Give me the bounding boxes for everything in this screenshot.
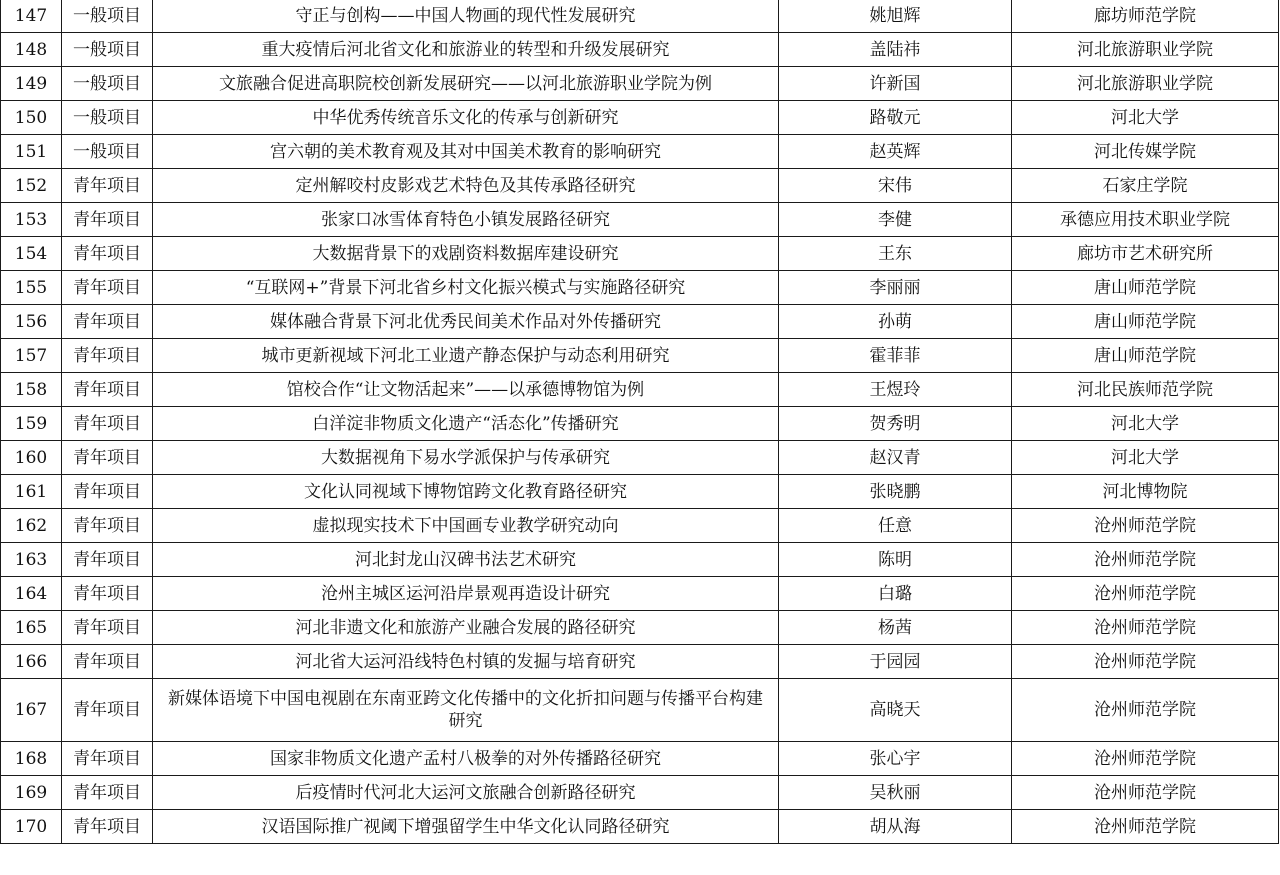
project-type-cell: 青年项目: [62, 611, 153, 645]
project-leader-cell: 白璐: [779, 577, 1012, 611]
project-title-cell: 河北封龙山汉碑书法艺术研究: [153, 543, 779, 577]
organization-cell: 河北旅游职业学院: [1012, 33, 1279, 67]
table-row: [1, 475, 1279, 509]
project-type-cell: 一般项目: [62, 0, 153, 33]
table-row: [1, 577, 1279, 611]
row-number-cell: 155: [1, 271, 62, 305]
project-title-cell: 大数据视角下易水学派保护与传承研究: [153, 441, 779, 475]
project-leader-cell: 于园园: [779, 645, 1012, 679]
organization-cell: 河北民族师范学院: [1012, 373, 1279, 407]
project-title-cell: 定州解咬村皮影戏艺术特色及其传承路径研究: [153, 169, 779, 203]
organization-cell: 唐山师范学院: [1012, 305, 1279, 339]
project-leader-cell: 张心宇: [779, 742, 1012, 776]
organization-cell: 河北大学: [1012, 441, 1279, 475]
project-title-cell: 守正与创构——中国人物画的现代性发展研究: [153, 0, 779, 33]
project-leader-cell: 宋伟: [779, 169, 1012, 203]
row-number-cell: 169: [1, 776, 62, 810]
table-row: [1, 169, 1279, 203]
project-type-cell: 青年项目: [62, 645, 153, 679]
row-number-cell: 165: [1, 611, 62, 645]
project-title-cell: 文化认同视域下博物馆跨文化教育路径研究: [153, 475, 779, 509]
project-title-cell: 大数据背景下的戏剧资料数据库建设研究: [153, 237, 779, 271]
project-leader-cell: 张晓鹏: [779, 475, 1012, 509]
project-title-cell: “互联网+”背景下河北省乡村文化振兴模式与实施路径研究: [153, 271, 779, 305]
organization-cell: 河北传媒学院: [1012, 135, 1279, 169]
project-title-cell: 馆校合作“让文物活起来”——以承德博物馆为例: [153, 373, 779, 407]
project-type-cell: 青年项目: [62, 373, 153, 407]
project-type-cell: 青年项目: [62, 742, 153, 776]
project-type-cell: 青年项目: [62, 271, 153, 305]
project-type-cell: 青年项目: [62, 305, 153, 339]
project-type-cell: 一般项目: [62, 33, 153, 67]
organization-cell: 河北大学: [1012, 101, 1279, 135]
row-number-cell: 163: [1, 543, 62, 577]
table-row: [1, 271, 1279, 305]
organization-cell: 廊坊师范学院: [1012, 0, 1279, 33]
project-list-body: [1, 0, 1279, 844]
row-number-cell: 154: [1, 237, 62, 271]
project-title-cell: 张家口冰雪体育特色小镇发展路径研究: [153, 203, 779, 237]
table-row: [1, 810, 1279, 844]
table-row: [1, 441, 1279, 475]
project-leader-cell: 许新国: [779, 67, 1012, 101]
row-number-cell: 158: [1, 373, 62, 407]
organization-cell: 河北大学: [1012, 407, 1279, 441]
project-title-cell: 河北非遗文化和旅游产业融合发展的路径研究: [153, 611, 779, 645]
row-number-cell: 150: [1, 101, 62, 135]
row-number-cell: 170: [1, 810, 62, 844]
project-type-cell: 一般项目: [62, 101, 153, 135]
project-title-cell: 中华优秀传统音乐文化的传承与创新研究: [153, 101, 779, 135]
row-number-cell: 166: [1, 645, 62, 679]
project-type-cell: 青年项目: [62, 169, 153, 203]
project-leader-cell: 胡从海: [779, 810, 1012, 844]
project-type-cell: 青年项目: [62, 810, 153, 844]
table-row: [1, 679, 1279, 742]
organization-cell: 沧州师范学院: [1012, 611, 1279, 645]
table-row: [1, 67, 1279, 101]
organization-cell: 沧州师范学院: [1012, 776, 1279, 810]
project-type-cell: 青年项目: [62, 339, 153, 373]
table-row: [1, 509, 1279, 543]
row-number-cell: 147: [1, 0, 62, 33]
project-leader-cell: 李健: [779, 203, 1012, 237]
row-number-cell: 168: [1, 742, 62, 776]
row-number-cell: 162: [1, 509, 62, 543]
organization-cell: 河北旅游职业学院: [1012, 67, 1279, 101]
project-leader-cell: 赵汉青: [779, 441, 1012, 475]
organization-cell: 沧州师范学院: [1012, 543, 1279, 577]
project-type-cell: 一般项目: [62, 67, 153, 101]
row-number-cell: 148: [1, 33, 62, 67]
organization-cell: 唐山师范学院: [1012, 271, 1279, 305]
organization-cell: 沧州师范学院: [1012, 509, 1279, 543]
row-number-cell: 156: [1, 305, 62, 339]
project-leader-cell: 吴秋丽: [779, 776, 1012, 810]
table-row: [1, 203, 1279, 237]
organization-cell: 沧州师范学院: [1012, 679, 1279, 742]
table-row: [1, 135, 1279, 169]
table-row: [1, 0, 1279, 33]
project-title-cell: 沧州主城区运河沿岸景观再造设计研究: [153, 577, 779, 611]
project-type-cell: 青年项目: [62, 203, 153, 237]
project-type-cell: 青年项目: [62, 577, 153, 611]
project-leader-cell: 霍菲菲: [779, 339, 1012, 373]
row-number-cell: 167: [1, 679, 62, 742]
project-leader-cell: 盖陆祎: [779, 33, 1012, 67]
project-leader-cell: 王煜玲: [779, 373, 1012, 407]
table-row: [1, 101, 1279, 135]
project-leader-cell: 孙萌: [779, 305, 1012, 339]
row-number-cell: 164: [1, 577, 62, 611]
project-title-cell: 河北省大运河沿线特色村镇的发掘与培育研究: [153, 645, 779, 679]
project-leader-cell: 姚旭辉: [779, 0, 1012, 33]
project-title-cell: 文旅融合促进高职院校创新发展研究——以河北旅游职业学院为例: [153, 67, 779, 101]
project-leader-cell: 任意: [779, 509, 1012, 543]
project-type-cell: 青年项目: [62, 237, 153, 271]
project-leader-cell: 陈明: [779, 543, 1012, 577]
project-type-cell: 青年项目: [62, 407, 153, 441]
organization-cell: 承德应用技术职业学院: [1012, 203, 1279, 237]
table-row: [1, 237, 1279, 271]
organization-cell: 沧州师范学院: [1012, 577, 1279, 611]
table-row: [1, 305, 1279, 339]
project-title-cell: 新媒体语境下中国电视剧在东南亚跨文化传播中的文化折扣问题与传播平台构建研究: [153, 679, 779, 742]
project-title-cell: 宫六朝的美术教育观及其对中国美术教育的影响研究: [153, 135, 779, 169]
project-leader-cell: 贺秀明: [779, 407, 1012, 441]
row-number-cell: 160: [1, 441, 62, 475]
project-title-cell: 虚拟现实技术下中国画专业教学研究动向: [153, 509, 779, 543]
row-number-cell: 159: [1, 407, 62, 441]
organization-cell: 河北博物院: [1012, 475, 1279, 509]
row-number-cell: 153: [1, 203, 62, 237]
table-row: [1, 611, 1279, 645]
project-type-cell: 一般项目: [62, 135, 153, 169]
project-type-cell: 青年项目: [62, 475, 153, 509]
organization-cell: 唐山师范学院: [1012, 339, 1279, 373]
table-row: [1, 543, 1279, 577]
row-number-cell: 161: [1, 475, 62, 509]
organization-cell: 石家庄学院: [1012, 169, 1279, 203]
project-title-cell: 国家非物质文化遗产孟村八极拳的对外传播路径研究: [153, 742, 779, 776]
project-type-cell: 青年项目: [62, 679, 153, 742]
project-leader-cell: 高晓天: [779, 679, 1012, 742]
project-title-cell: 城市更新视域下河北工业遗产静态保护与动态利用研究: [153, 339, 779, 373]
row-number-cell: 152: [1, 169, 62, 203]
project-type-cell: 青年项目: [62, 441, 153, 475]
project-leader-cell: 王东: [779, 237, 1012, 271]
table-row: [1, 33, 1279, 67]
row-number-cell: 151: [1, 135, 62, 169]
project-type-cell: 青年项目: [62, 543, 153, 577]
organization-cell: 沧州师范学院: [1012, 810, 1279, 844]
row-number-cell: 149: [1, 67, 62, 101]
project-leader-cell: 赵英辉: [779, 135, 1012, 169]
table-row: [1, 373, 1279, 407]
project-title-cell: 白洋淀非物质文化遗产“活态化”传播研究: [153, 407, 779, 441]
project-title-cell: 媒体融合背景下河北优秀民间美术作品对外传播研究: [153, 305, 779, 339]
organization-cell: 廊坊市艺术研究所: [1012, 237, 1279, 271]
table-row: [1, 645, 1279, 679]
table-row: [1, 339, 1279, 373]
project-type-cell: 青年项目: [62, 509, 153, 543]
project-title-cell: 后疫情时代河北大运河文旅融合创新路径研究: [153, 776, 779, 810]
project-type-cell: 青年项目: [62, 776, 153, 810]
project-title-cell: 汉语国际推广视阈下增强留学生中华文化认同路径研究: [153, 810, 779, 844]
table-row: [1, 407, 1279, 441]
project-title-cell: 重大疫情后河北省文化和旅游业的转型和升级发展研究: [153, 33, 779, 67]
organization-cell: 沧州师范学院: [1012, 645, 1279, 679]
organization-cell: 沧州师范学院: [1012, 742, 1279, 776]
table-row: [1, 742, 1279, 776]
table-row: [1, 776, 1279, 810]
project-leader-cell: 杨茜: [779, 611, 1012, 645]
row-number-cell: 157: [1, 339, 62, 373]
project-leader-cell: 路敬元: [779, 101, 1012, 135]
project-leader-cell: 李丽丽: [779, 271, 1012, 305]
